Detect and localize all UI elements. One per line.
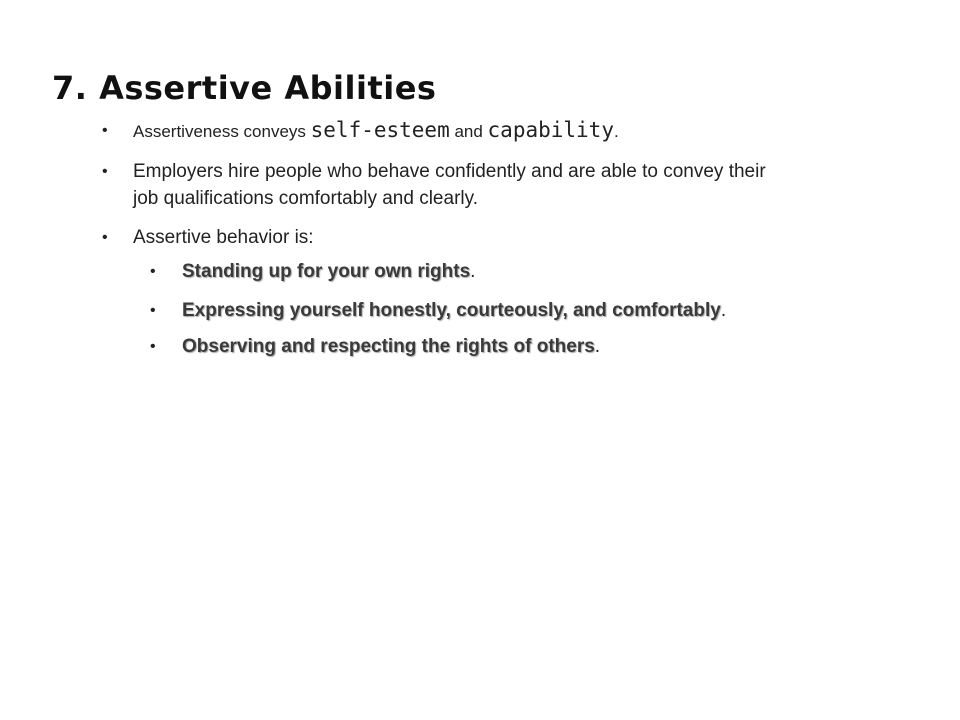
bullet-text-line-1: Employers hire people who behave confidently and are able to convey their — [133, 161, 766, 182]
sub-bullet-end: . — [720, 300, 727, 321]
bullet-glyph: • — [150, 338, 156, 355]
bullet-text: Assertive behavior is: — [133, 227, 314, 248]
bullet-text-period: . — [613, 122, 619, 141]
bullet-employers — [102, 158, 873, 212]
bullet-glyph: • — [102, 122, 108, 139]
bullet-glyph: • — [102, 229, 108, 246]
bullet-glyph: • — [102, 163, 108, 180]
slide-title: 7. Assertive Abilities — [52, 69, 437, 107]
bullet-assertiveness — [102, 117, 619, 145]
bullet-text-and: and — [449, 122, 488, 141]
bullet-assertive-behavior — [102, 224, 314, 251]
sub-bullet-expressing — [150, 297, 727, 324]
bullet-text-self-esteem: self-esteem — [310, 118, 450, 142]
sub-bullet-end: . — [594, 336, 601, 357]
bullet-text-start: Assertiveness conveys — [133, 122, 311, 141]
sub-bullet-text: Standing up for your own rights — [182, 261, 471, 282]
sub-bullet-text: Expressing yourself honestly, courteously, and comfortably — [182, 300, 721, 321]
bullet-glyph: • — [150, 263, 156, 280]
sub-bullet-end: . — [470, 261, 476, 282]
sub-bullet-standing-up — [150, 258, 476, 285]
sub-bullet-text: Observing and respecting the rights of others — [182, 336, 595, 357]
sub-bullet-observing — [150, 333, 601, 360]
bullet-text-line-2: job qualifications comfortably and clearly. — [133, 188, 478, 209]
bullet-glyph: • — [150, 302, 156, 319]
bullet-text-capability: capability — [487, 118, 614, 142]
